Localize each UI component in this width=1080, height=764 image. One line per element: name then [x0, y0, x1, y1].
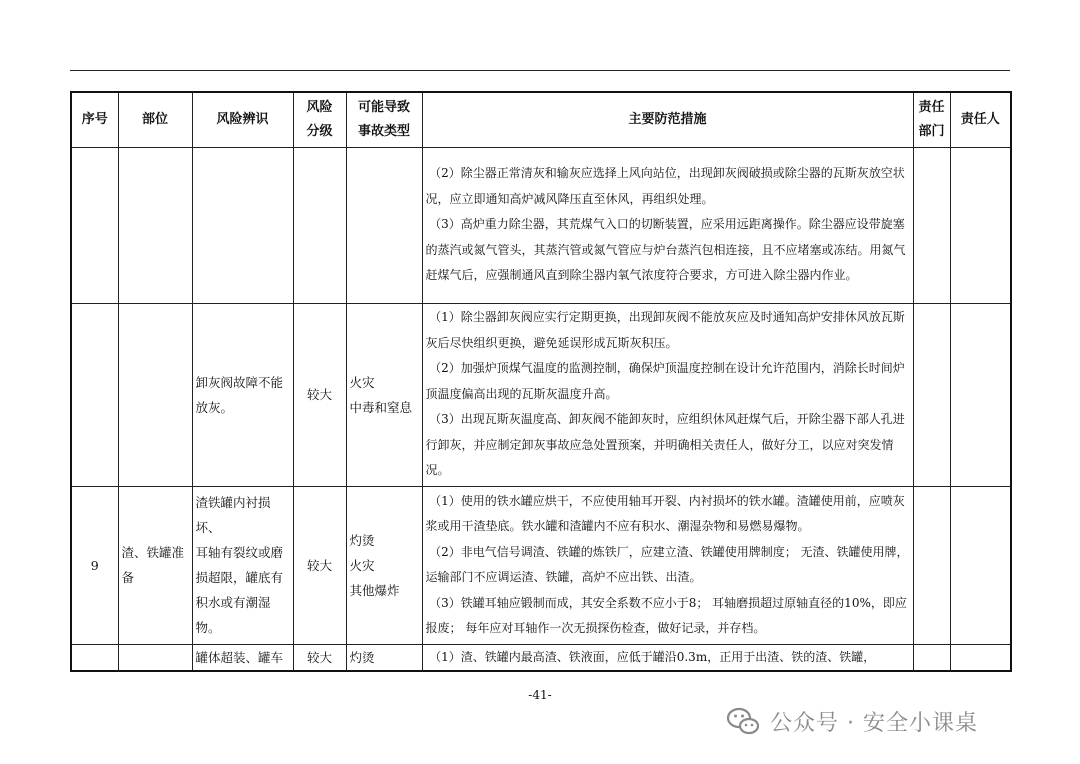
header-no: 序号 — [71, 92, 118, 147]
measure-item: （2）加强炉顶煤气温度的监测控制，确保炉顶温度控制在设计允许范围内，消除长时间炉顶温度偏高出现的瓦斯灰温度升高。 — [425, 361, 905, 401]
cell-accident: 灼烫 — [346, 644, 422, 671]
cell-no — [71, 644, 118, 671]
cell-measures — [422, 644, 913, 671]
header-measures: 主要防范措施 — [422, 92, 913, 147]
cell-level: 较大 — [293, 644, 346, 671]
measure-item: （2）非电气信号调渣、铁罐的炼铁厂，应建立渣、铁罐使用牌制度； 无渣、铁罐使用牌，运输部门不应调运渣、铁罐，高炉不应出铁、出渣。 — [425, 544, 909, 584]
cell-accident — [346, 147, 422, 303]
watermark-text: 公众号 · 安全小课桌 — [770, 710, 978, 736]
cell-dept — [913, 644, 950, 671]
cell-location: 渣、铁罐准备 — [118, 486, 192, 644]
cell-person — [950, 486, 1011, 644]
cell-location — [118, 303, 192, 486]
cell-location — [118, 644, 192, 671]
measure-item: （3）铁罐耳轴应锻制而成，其安全系数不应小于8； 耳轴磨损超过原轴直径的10%，即应报废； 每年应对耳轴作一次无损探伤检查，做好记录，并存档。 — [425, 595, 907, 635]
header-risk: 风险辨识 — [192, 92, 293, 147]
cell-risk: 罐体超装、罐车 — [192, 644, 293, 671]
measure-item: （1）渣、铁罐内最高渣、铁液面，应低于罐沿0.3m，正用于出渣、铁的渣、铁罐， — [429, 649, 876, 664]
cell-no — [71, 147, 118, 303]
measure-item: （2）除尘器正常清灰和输灰应选择上风向站位，出现卸灰阀破损或除尘器的瓦斯灰放空状况，应立即通知高炉减风降压直至休风，再组织处理。 — [425, 166, 905, 206]
table-row — [71, 147, 1011, 303]
wechat-icon — [726, 706, 760, 736]
cell-level: 较大 — [293, 486, 346, 644]
header-location: 部位 — [118, 92, 192, 147]
cell-measures — [422, 303, 913, 486]
cell-level — [293, 147, 346, 303]
watermark — [726, 704, 978, 738]
cell-risk — [192, 147, 293, 303]
header-person: 责任人 — [950, 92, 1011, 147]
header-accident: 可能导致 事故类型 — [346, 92, 422, 147]
cell-level: 较大 — [293, 303, 346, 486]
table-row — [71, 486, 1011, 644]
cell-accident: 灼烫 火灾 其他爆炸 — [346, 486, 422, 644]
cell-no: 9 — [71, 486, 118, 644]
cell-risk: 卸灰阀故障不能放灰。 — [192, 303, 293, 486]
cell-measures — [422, 486, 913, 644]
cell-measures — [422, 147, 913, 303]
header-level: 风险 分级 — [293, 92, 346, 147]
cell-no — [71, 303, 118, 486]
header-rule — [70, 70, 1010, 71]
table-header-row — [71, 92, 1011, 147]
table-row — [71, 644, 1011, 671]
table-row — [71, 303, 1011, 486]
cell-person — [950, 644, 1011, 671]
cell-location — [118, 147, 192, 303]
measure-item: （3）出现瓦斯灰温度高、卸灰阀不能卸灰时，应组织休风赶煤气后，开除尘器下部人孔进行卸灰，并应制定卸灰事故应急处置预案，并明确相关责任人，做好分工，以应对突发情况。 — [425, 412, 905, 478]
header-dept: 责任 部门 — [913, 92, 950, 147]
measure-item: （3）高炉重力除尘器，其荒煤气入口的切断装置，应采用远距离操作。除尘器应设带旋塞的蒸汽或氮气管头，其蒸汽管或氮气管应与炉台蒸汽包相连接，且不应堵塞或冻结。用氮气赶煤气后，应强制通风直到除尘器内氧气浓度符合要求，方可进入除尘器内作业。 — [425, 217, 906, 283]
cell-dept — [913, 147, 950, 303]
cell-dept — [913, 303, 950, 486]
page-number: -41- — [528, 688, 552, 702]
cell-accident: 火灾 中毒和窒息 — [346, 303, 422, 486]
cell-person — [950, 303, 1011, 486]
risk-table — [70, 91, 1012, 672]
cell-person — [950, 147, 1011, 303]
cell-dept — [913, 486, 950, 644]
measure-item: （1）使用的铁水罐应烘干，不应使用轴耳开裂、内衬损坏的铁水罐。渣罐使用前，应喷灰浆或用干渣垫底。铁水罐和渣罐内不应有积水、潮湿杂物和易燃易爆物。 — [425, 493, 905, 533]
cell-risk: 渣铁罐内衬损坏、 耳轴有裂纹或磨损超限，罐底有积水或有潮湿物。 — [192, 486, 293, 644]
measure-item: （1）除尘器卸灰阀应实行定期更换，出现卸灰阀不能放灰应及时通知高炉安排休风放瓦斯灰后尽快组织更换，避免延误形成瓦斯灰积压。 — [425, 310, 905, 350]
